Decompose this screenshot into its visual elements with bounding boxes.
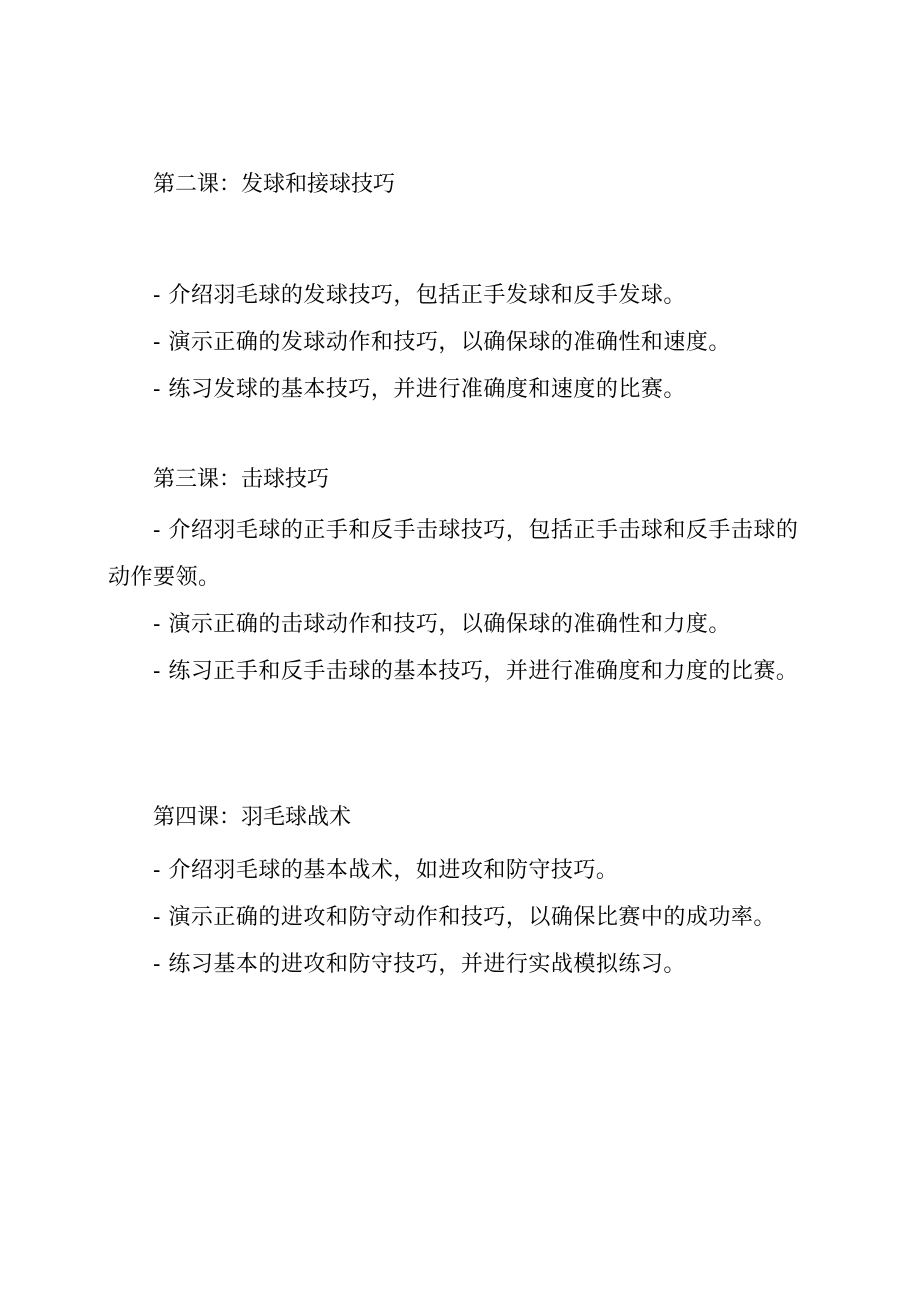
lesson-4-items xyxy=(108,847,808,988)
lesson-3-title: 第三课：击球技巧 xyxy=(153,467,330,492)
lesson-2-items xyxy=(108,272,808,413)
lesson-2-item-2: - 演示正确的发球动作和技巧，以确保球的准确性和速度。 xyxy=(153,330,731,355)
lesson-3-item-3: - 练习正手和反手击球的基本技巧，并进行准确度和力度的比赛。 xyxy=(153,659,799,684)
lesson-4-item-1: - 介绍羽毛球的基本战术，如进攻和防守技巧。 xyxy=(153,858,619,883)
lesson-3-item-2: - 演示正确的击球动作和技巧，以确保球的准确性和力度。 xyxy=(153,612,731,637)
lesson-2-title: 第二课：发球和接球技巧 xyxy=(153,172,396,197)
lesson-4-item-3: - 练习基本的进攻和防守技巧，并进行实战模拟练习。 xyxy=(153,952,686,977)
lesson-4-item-2: - 演示正确的进攻和防守动作和技巧，以确保比赛中的成功率。 xyxy=(153,905,776,930)
lesson-3-section xyxy=(108,465,808,695)
lesson-4-title: 第四课：羽毛球战术 xyxy=(153,805,352,830)
lesson-2-item-3: - 练习发球的基本技巧，并进行准确度和速度的比赛。 xyxy=(153,377,686,402)
lesson-4-section xyxy=(108,803,808,988)
lesson-2-item-1: - 介绍羽毛球的发球技巧，包括正手发球和反手发球。 xyxy=(153,283,686,308)
lesson-3-item-1: - 介绍羽毛球的正手和反手击球技巧，包括正手击球和反手击球的动作要领。 xyxy=(108,518,799,590)
lesson-3-items xyxy=(108,507,808,695)
lesson-2-section xyxy=(108,170,808,413)
